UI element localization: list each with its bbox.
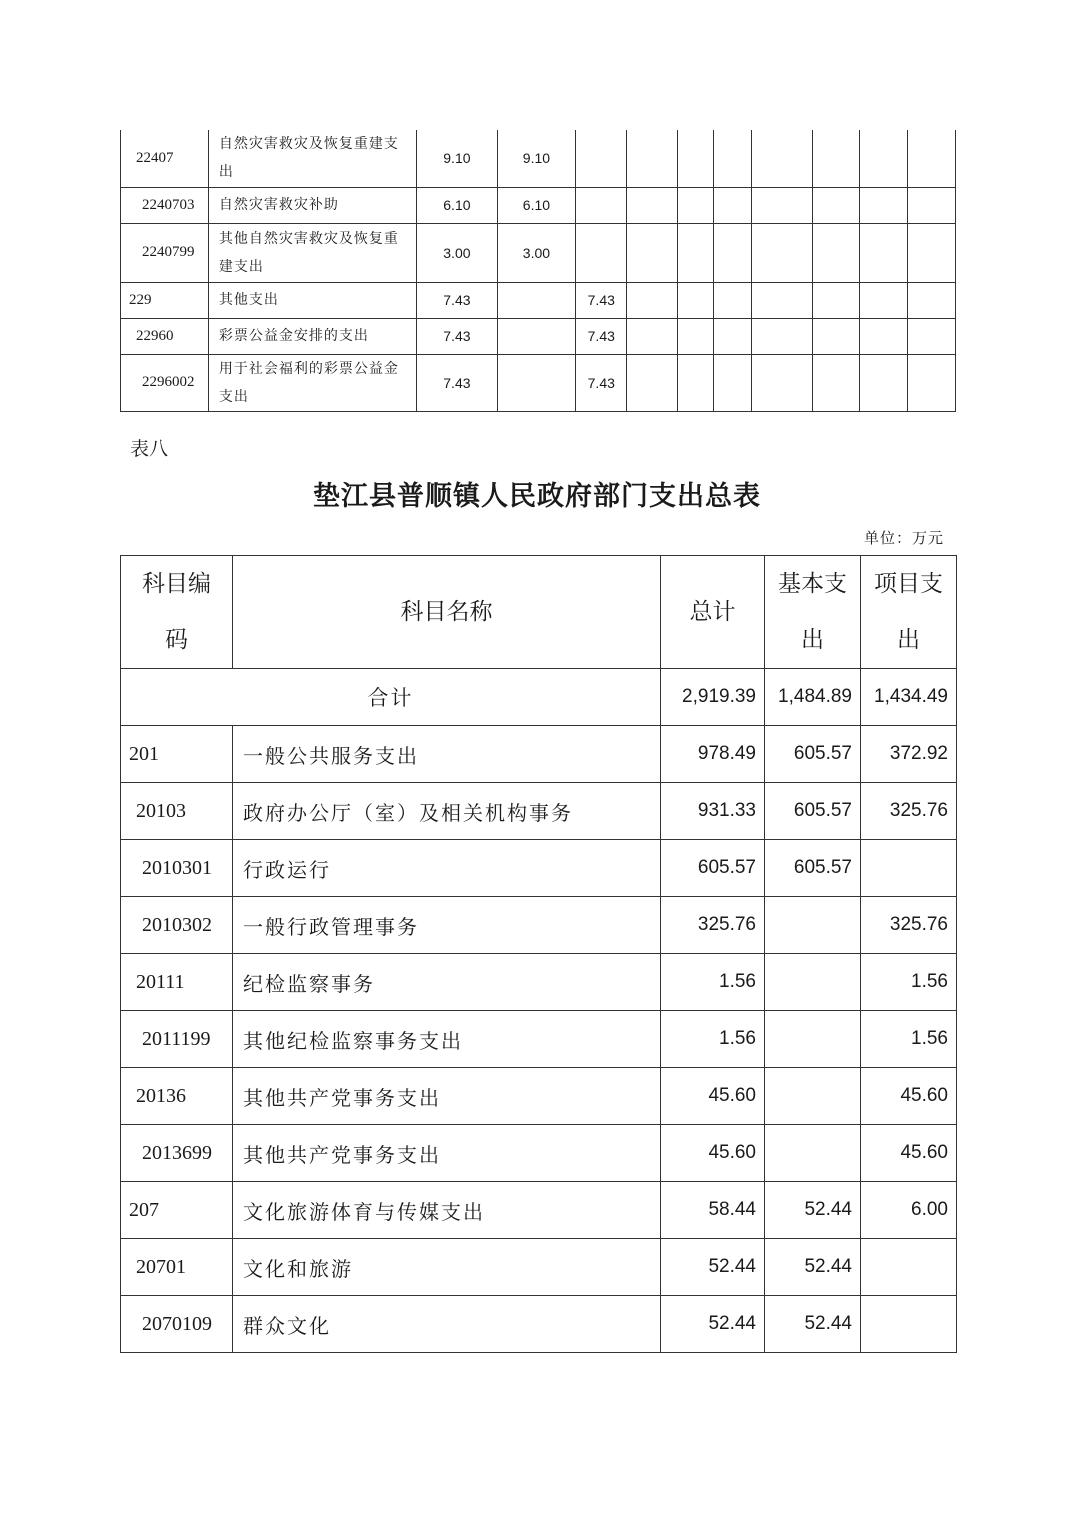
table-row xyxy=(121,1296,957,1353)
basic-cell: 605.57 xyxy=(765,783,861,840)
project-cell: 6.00 xyxy=(861,1182,957,1239)
project-cell xyxy=(861,1239,957,1296)
name-cell: 用于社会福利的彩票公益金支出 xyxy=(208,354,416,411)
total-cell: 1.56 xyxy=(661,954,765,1011)
table-row xyxy=(121,1068,957,1125)
code-cell: 207 xyxy=(121,1182,233,1239)
total-cell: 52.44 xyxy=(661,1296,765,1353)
header-total: 总计 xyxy=(661,556,765,669)
name-cell: 其他纪检监察事务支出 xyxy=(233,1011,661,1068)
unit-label: 单位：万元 xyxy=(863,529,944,547)
code-cell: 201 xyxy=(121,726,233,783)
total-label: 合计 xyxy=(121,669,661,726)
basic-cell: 1,484.89 xyxy=(765,669,861,726)
total-cell: 7.43 xyxy=(417,354,498,411)
table-row xyxy=(121,130,956,187)
table-row xyxy=(121,282,956,318)
total-cell: 931.33 xyxy=(661,783,765,840)
name-cell: 彩票公益金安排的支出 xyxy=(208,318,416,354)
basic-cell: 3.00 xyxy=(497,223,575,282)
basic-cell xyxy=(497,318,575,354)
table-row xyxy=(121,954,957,1011)
basic-cell: 605.57 xyxy=(765,840,861,897)
basic-cell: 9.10 xyxy=(497,130,575,187)
total-cell: 1.56 xyxy=(661,1011,765,1068)
table-row xyxy=(121,840,957,897)
project-cell: 45.60 xyxy=(861,1068,957,1125)
total-cell: 58.44 xyxy=(661,1182,765,1239)
total-cell: 6.10 xyxy=(417,187,498,223)
table-caption: 表八 xyxy=(130,438,169,460)
total-cell: 605.57 xyxy=(661,840,765,897)
name-cell: 自然灾害救灾补助 xyxy=(208,187,416,223)
project-cell: 1,434.49 xyxy=(861,669,957,726)
basic-cell xyxy=(497,354,575,411)
table-row xyxy=(121,1125,957,1182)
basic-cell xyxy=(765,897,861,954)
basic-cell: 52.44 xyxy=(765,1182,861,1239)
basic-cell xyxy=(497,282,575,318)
total-row xyxy=(121,669,957,726)
project-cell xyxy=(576,130,627,187)
project-cell: 7.43 xyxy=(576,318,627,354)
code-cell: 2013699 xyxy=(121,1125,233,1182)
code-cell: 22407 xyxy=(121,130,209,187)
project-cell: 1.56 xyxy=(861,954,957,1011)
header-project: 项目支出 xyxy=(861,556,957,669)
name-cell: 纪检监察事务 xyxy=(233,954,661,1011)
code-cell: 2240703 xyxy=(121,187,209,223)
page-title: 垫江县普顺镇人民政府部门支出总表 xyxy=(313,481,761,512)
basic-cell xyxy=(765,1068,861,1125)
total-cell: 325.76 xyxy=(661,897,765,954)
project-cell xyxy=(861,840,957,897)
code-cell: 22960 xyxy=(121,318,209,354)
code-cell: 2240799 xyxy=(121,223,209,282)
table-row xyxy=(121,1011,957,1068)
header-code: 科目编码 xyxy=(121,556,233,669)
name-cell: 文化旅游体育与传媒支出 xyxy=(233,1182,661,1239)
project-cell: 372.92 xyxy=(861,726,957,783)
name-cell: 一般行政管理事务 xyxy=(233,897,661,954)
table-header-row xyxy=(121,556,957,669)
total-cell: 2,919.39 xyxy=(661,669,765,726)
name-cell: 群众文化 xyxy=(233,1296,661,1353)
table-row xyxy=(121,187,956,223)
code-cell: 2010301 xyxy=(121,840,233,897)
name-cell: 其他共产党事务支出 xyxy=(233,1068,661,1125)
table-row xyxy=(121,783,957,840)
name-cell: 自然灾害救灾及恢复重建支出 xyxy=(208,130,416,187)
header-name: 科目名称 xyxy=(233,556,661,669)
table-row xyxy=(121,1239,957,1296)
basic-cell: 6.10 xyxy=(497,187,575,223)
project-cell xyxy=(576,187,627,223)
name-cell: 文化和旅游 xyxy=(233,1239,661,1296)
name-cell: 其他共产党事务支出 xyxy=(233,1125,661,1182)
basic-cell xyxy=(765,954,861,1011)
code-cell: 2070109 xyxy=(121,1296,233,1353)
name-cell: 行政运行 xyxy=(233,840,661,897)
table-row xyxy=(121,223,956,282)
basic-cell: 52.44 xyxy=(765,1239,861,1296)
total-cell: 45.60 xyxy=(661,1068,765,1125)
table-row xyxy=(121,897,957,954)
project-cell xyxy=(861,1296,957,1353)
project-cell: 7.43 xyxy=(576,282,627,318)
code-cell: 20136 xyxy=(121,1068,233,1125)
table-row xyxy=(121,726,957,783)
project-cell: 325.76 xyxy=(861,897,957,954)
project-cell: 7.43 xyxy=(576,354,627,411)
table-row xyxy=(121,318,956,354)
name-cell: 政府办公厅（室）及相关机构事务 xyxy=(233,783,661,840)
expenditure-summary-table xyxy=(120,555,957,1353)
total-cell: 45.60 xyxy=(661,1125,765,1182)
project-cell: 325.76 xyxy=(861,783,957,840)
continued-expenditure-table xyxy=(120,130,956,412)
project-cell: 1.56 xyxy=(861,1011,957,1068)
table-row xyxy=(121,1182,957,1239)
code-cell: 2011199 xyxy=(121,1011,233,1068)
name-cell: 其他支出 xyxy=(208,282,416,318)
total-cell: 7.43 xyxy=(417,318,498,354)
code-cell: 229 xyxy=(121,282,209,318)
total-cell: 9.10 xyxy=(417,130,498,187)
total-cell: 7.43 xyxy=(417,282,498,318)
basic-cell xyxy=(765,1011,861,1068)
name-cell: 其他自然灾害救灾及恢复重建支出 xyxy=(208,223,416,282)
basic-cell xyxy=(765,1125,861,1182)
project-cell: 45.60 xyxy=(861,1125,957,1182)
code-cell: 20111 xyxy=(121,954,233,1011)
total-cell: 978.49 xyxy=(661,726,765,783)
code-cell: 2010302 xyxy=(121,897,233,954)
total-cell: 52.44 xyxy=(661,1239,765,1296)
header-basic: 基本支出 xyxy=(765,556,861,669)
total-cell: 3.00 xyxy=(417,223,498,282)
name-cell: 一般公共服务支出 xyxy=(233,726,661,783)
code-cell: 2296002 xyxy=(121,354,209,411)
code-cell: 20701 xyxy=(121,1239,233,1296)
table-row xyxy=(121,354,956,411)
basic-cell: 52.44 xyxy=(765,1296,861,1353)
project-cell xyxy=(576,223,627,282)
code-cell: 20103 xyxy=(121,783,233,840)
basic-cell: 605.57 xyxy=(765,726,861,783)
